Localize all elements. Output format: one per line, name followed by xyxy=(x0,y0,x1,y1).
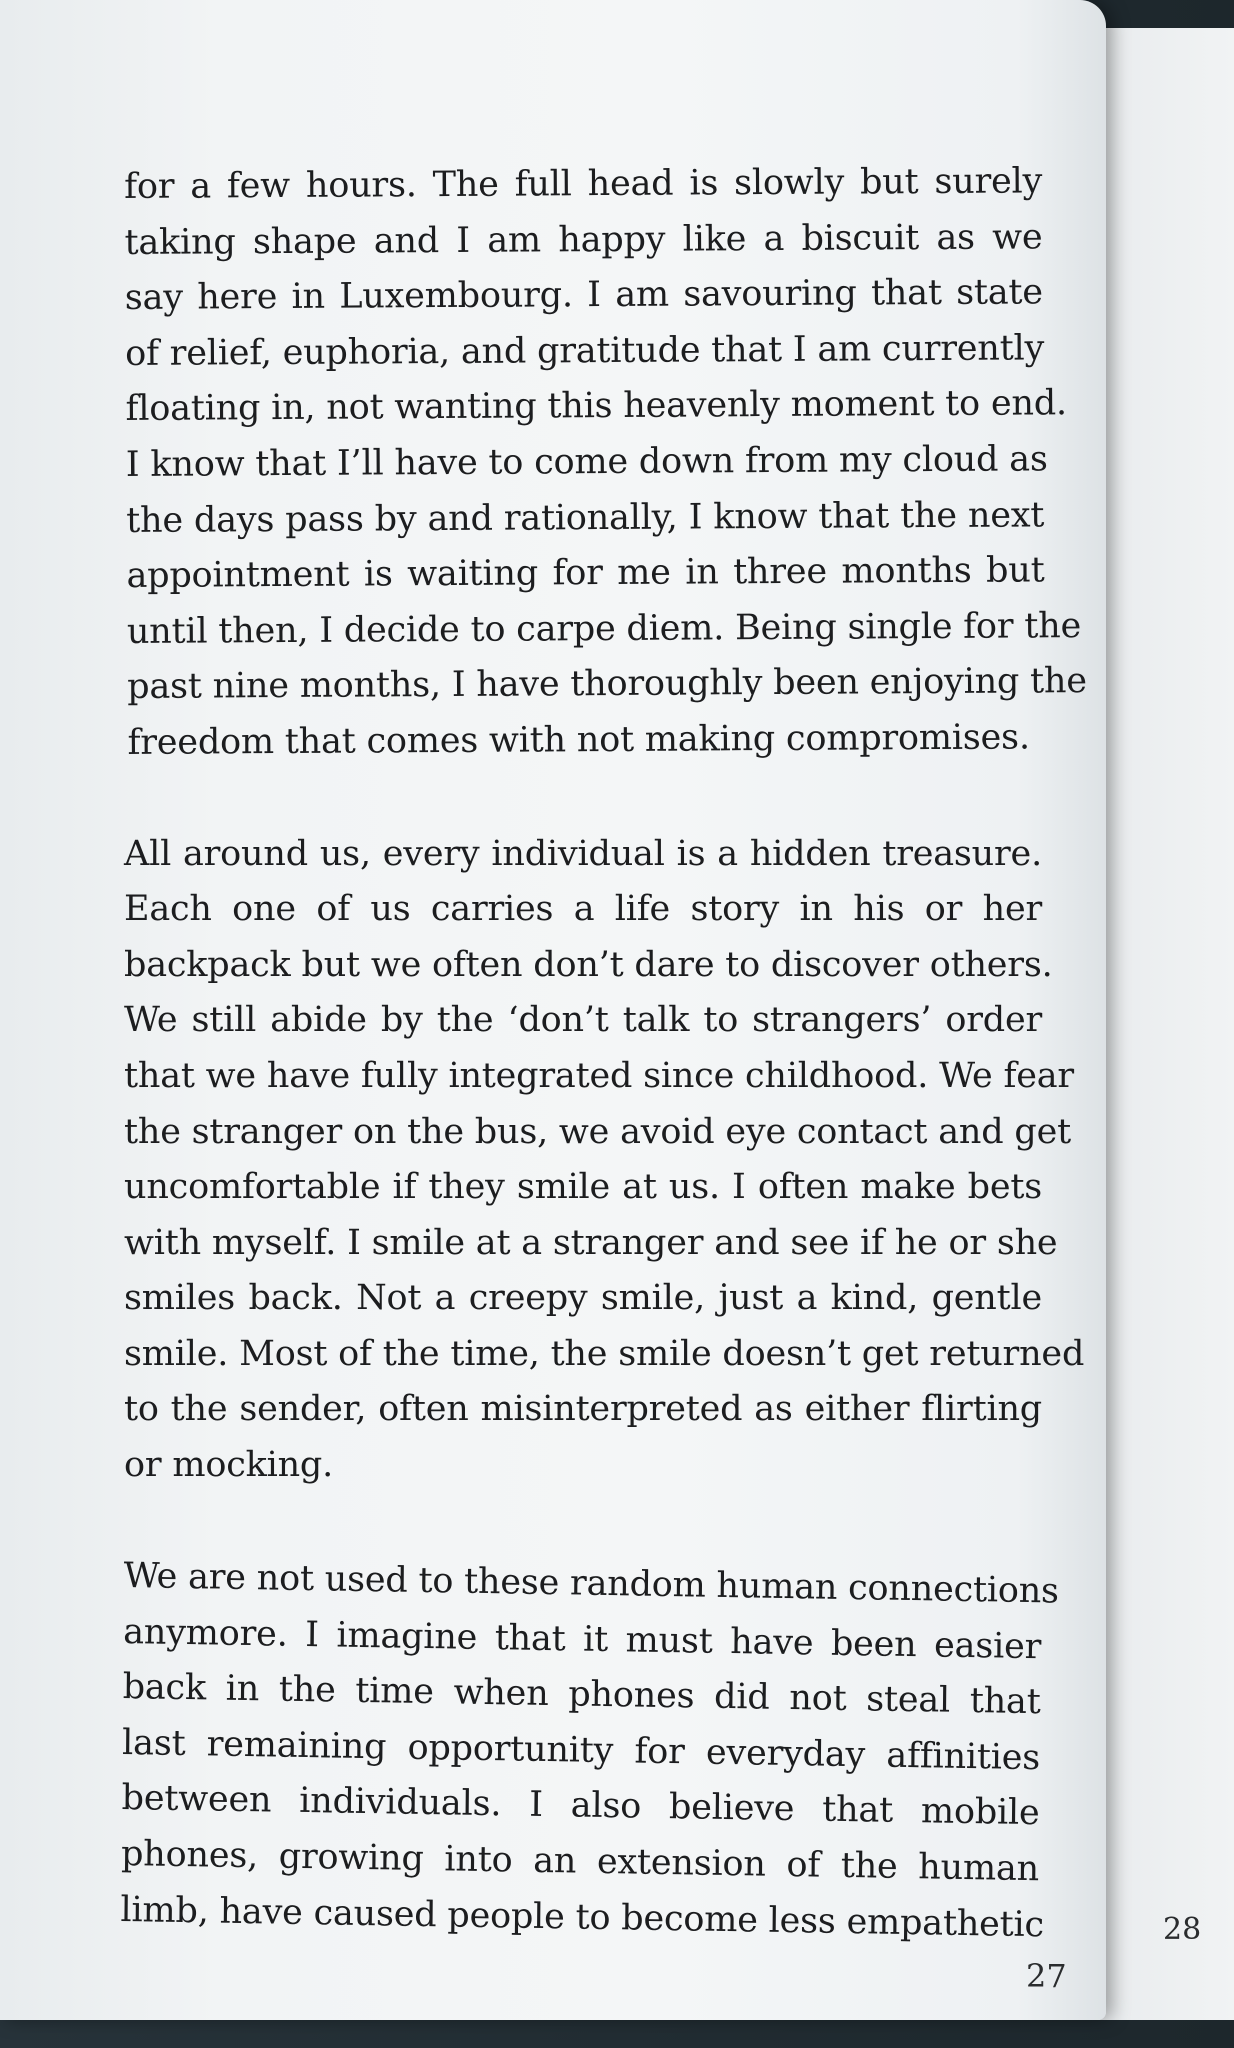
text-line: of relief, euphoria, and gratitude that I am currently xyxy=(125,328,1045,374)
text-line: limb, have caused people to become less empathetic xyxy=(120,1889,1045,1945)
text-line: between individuals. I also believe that mobile xyxy=(121,1778,1040,1834)
text-line: with myself. I smile at a stranger and see if he or she xyxy=(124,1222,1058,1263)
text-line: past nine months, I have thoroughly been enjoying the xyxy=(127,661,1087,708)
text-line: uncomfortable if they smile at us. I often make bets xyxy=(124,1167,1042,1208)
text-line: or mocking. xyxy=(124,1445,334,1486)
text-line: to the sender, often misinterpreted as either flirting xyxy=(124,1389,1042,1430)
text-line: back in the time when phones did not steal that xyxy=(122,1666,1041,1723)
text-line: the days pass by and rationally, I know that the next xyxy=(126,494,1045,541)
text-line: appointment is waiting for me in three months but xyxy=(126,550,1045,597)
text-line: We still abide by the ‘don’t talk to strangers’ order xyxy=(124,1000,1042,1041)
text-line: until then, I decide to carpe diem. Being single for the xyxy=(126,605,1082,652)
text-line: the stranger on the bus, we avoid eye contact and get xyxy=(124,1111,1071,1152)
text-line: freedom that comes with not making compromises. xyxy=(127,717,1030,763)
text-line: say here in Luxembourg. I am savouring that state xyxy=(124,272,1043,319)
text-line: phones, growing into an extension of the human xyxy=(120,1833,1040,1889)
text-line: smiles back. Not a creepy smile, just a kind, gentle xyxy=(124,1278,1042,1319)
text-line: anymore. I imagine that it must have been easier xyxy=(123,1611,1042,1667)
paragraph-1 xyxy=(124,154,1087,771)
next-page-number: 28 xyxy=(1163,1912,1202,1947)
text-line: I know that I’ll have to come down from my cloud as xyxy=(125,439,1048,485)
paragraph-3 xyxy=(120,1549,1059,1953)
text-line: smile. Most of the time, the smile doesn’t get returned xyxy=(124,1333,1085,1374)
page-number: 27 xyxy=(1026,1957,1067,1995)
text-line: taking shape and I am happy like a biscuit as we xyxy=(124,216,1043,263)
text-line: We are not used to these random human connections xyxy=(123,1555,1059,1612)
text-line: Each one of us carries a life story in his or her xyxy=(124,889,1042,930)
text-line: backpack but we often don’t dare to discover others. xyxy=(124,944,1053,985)
text-line: that we have fully integrated since childhood. We fear xyxy=(124,1055,1074,1096)
text-line: last remaining opportunity for everyday affinities xyxy=(121,1722,1041,1778)
text-line: All around us, every individual is a hidden treasure. xyxy=(124,833,1042,874)
text-line: floating in, not wanting this heavenly moment to end. xyxy=(125,383,1068,430)
text-line: for a few hours. The full head is slowly but surely xyxy=(124,161,1043,207)
paragraph-2 xyxy=(124,827,1085,1494)
